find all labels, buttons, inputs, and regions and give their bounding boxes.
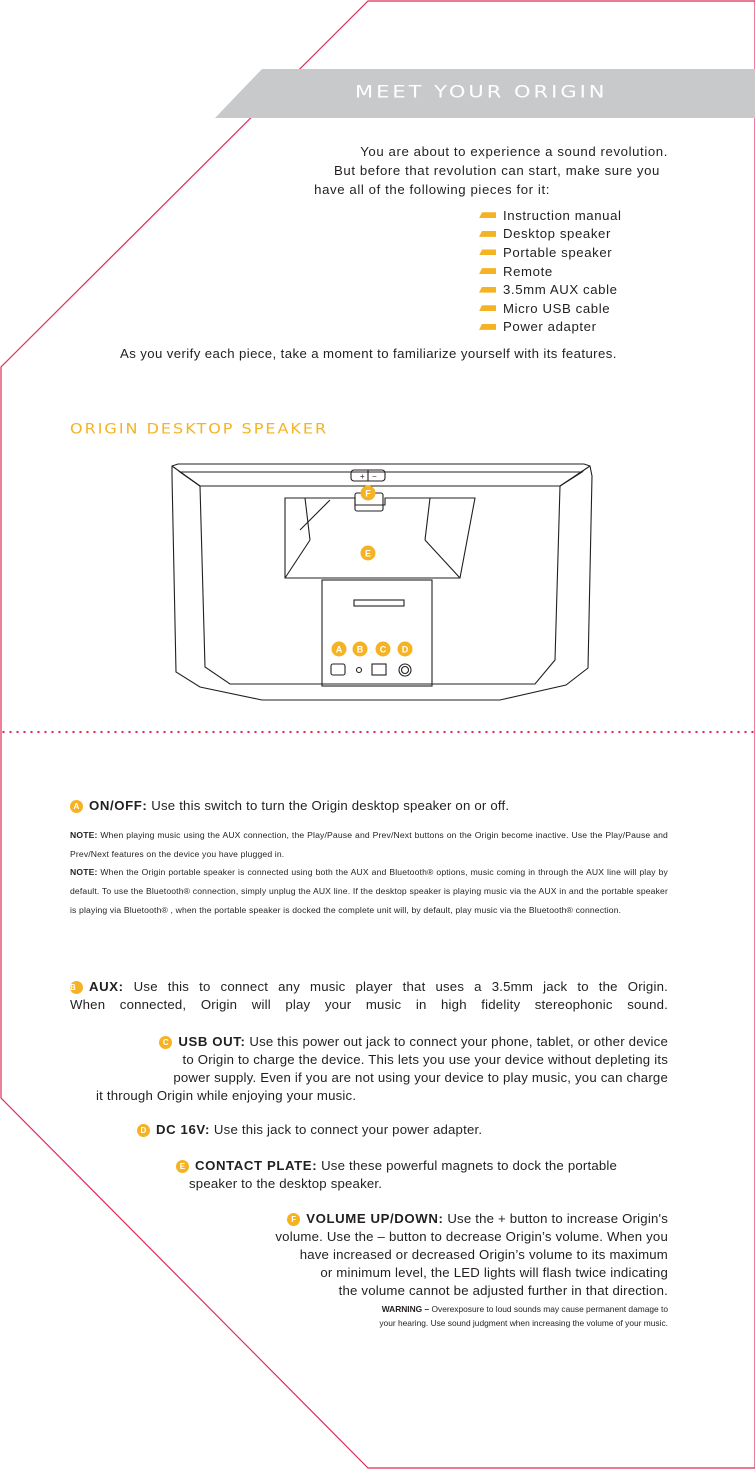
intro-line-3: have all of the following pieces for it:: [314, 182, 550, 197]
dc-port: [399, 664, 411, 676]
verify-text: As you verify each piece, take a moment to familiarize yourself with its features.: [120, 346, 617, 361]
badge-c: C: [159, 1036, 172, 1049]
label-c: C: [379, 644, 387, 655]
list-item: Micro USB cable: [479, 299, 622, 318]
label-f: F: [365, 488, 371, 499]
vol-minus-label: −: [372, 472, 377, 481]
list-item: Remote: [479, 262, 622, 281]
label-d: D: [401, 644, 409, 655]
badge-d: D: [137, 1124, 150, 1137]
section-title: ORIGIN DESKTOP SPEAKER: [70, 420, 329, 438]
dotted-divider: [0, 730, 755, 734]
list-item: Desktop speaker: [479, 225, 622, 244]
intro-line-2: But before that revolution can start, make sure you: [333, 163, 660, 178]
list-item: Power adapter: [479, 318, 622, 337]
dock-cavity: [285, 498, 475, 578]
feature-volume-line-5: the volume cannot be adjusted further in that direction.: [338, 1283, 668, 1298]
notes-block: NOTE: When playing music using the AUX connection, the Play/Pause and Prev/Next buttons on the Origin become inactive. Use the Play/Pause and Prev/Next features on the device you have plugged in. NOTE: When the Origin portable speaker is connected using both the AUX and Bluetooth® options, music coming in through the AUX line will play by default. To use the Bluetooth® connection, simply unplug the AUX line. If the desktop speaker is playing music via the AUX in and the portable speaker is playing via Bluetooth® , when the portable speaker is docked the complete unit will, by default, play music via the Bluetooth® connection.: [70, 830, 668, 915]
back-panel: [322, 580, 432, 686]
label-b: B: [356, 644, 364, 655]
feature-volume-line-4: or minimum level, the LED lights will flash twice indicating: [320, 1265, 668, 1280]
warning-text: WARNING – Overexposure to loud sounds may cause permanent damage to your hearing. Use sound judgment when increasing the volume of your music.: [379, 1304, 668, 1328]
feature-usb-line-3: power supply. Even if you are not using your device to play music, you can charge: [173, 1070, 668, 1085]
feature-volume-line-3: have increased or decreased Origin’s volume to its maximum: [299, 1247, 668, 1262]
label-a: A: [335, 644, 343, 655]
feature-aux-line-2: When connected, Origin will play your music in high fidelity stereophonic sound.: [70, 997, 668, 1012]
feature-on-off: A ON/OFF: Use this switch to turn the Origin desktop speaker on or off.: [70, 797, 509, 816]
feature-aux: B AUX: Use this to connect any music player that uses a 3.5mm jack to the Origin.: [70, 979, 668, 994]
label-e: E: [364, 548, 372, 559]
feature-usb-out: C USB OUT: Use this power out jack to connect your phone, tablet, or other device: [159, 1033, 668, 1052]
speaker-outline: [172, 464, 592, 700]
page-title: MEET YOUR ORIGIN: [355, 82, 608, 102]
feature-label: ON/OFF:: [89, 798, 148, 813]
feature-dc: D DC 16V: Use this jack to connect your power adapter.: [137, 1121, 482, 1140]
list-item: 3.5mm AUX cable: [479, 280, 622, 299]
feature-contact-line-2: speaker to the desktop speaker.: [189, 1176, 383, 1191]
badge-a: A: [70, 800, 83, 813]
feature-contact-plate: E CONTACT PLATE: Use these powerful magnets to dock the portable: [176, 1157, 617, 1176]
badge-e: E: [176, 1160, 189, 1173]
vol-plus-label: +: [360, 472, 365, 481]
badge-f: F: [287, 1213, 300, 1226]
list-item: Instruction manual: [479, 206, 622, 225]
intro-line-1: You are about to experience a sound revolution.: [360, 144, 668, 159]
on-off-switch: [331, 664, 345, 675]
badge-b: B: [70, 981, 83, 994]
list-item: Portable speaker: [479, 243, 622, 262]
slot: [354, 600, 404, 606]
feature-volume: F VOLUME UP/DOWN: Use the + button to increase Origin's: [287, 1210, 668, 1229]
feature-volume-line-2: volume. Use the – button to decrease Origin’s volume. When you: [275, 1229, 668, 1244]
feature-usb-line-2: to Origin to charge the device. This lets you use your device without depleting its: [182, 1052, 668, 1067]
usb-port: [372, 664, 386, 675]
aux-port: [357, 668, 362, 673]
feature-usb-line-4: it through Origin while enjoying your music.: [96, 1088, 357, 1103]
